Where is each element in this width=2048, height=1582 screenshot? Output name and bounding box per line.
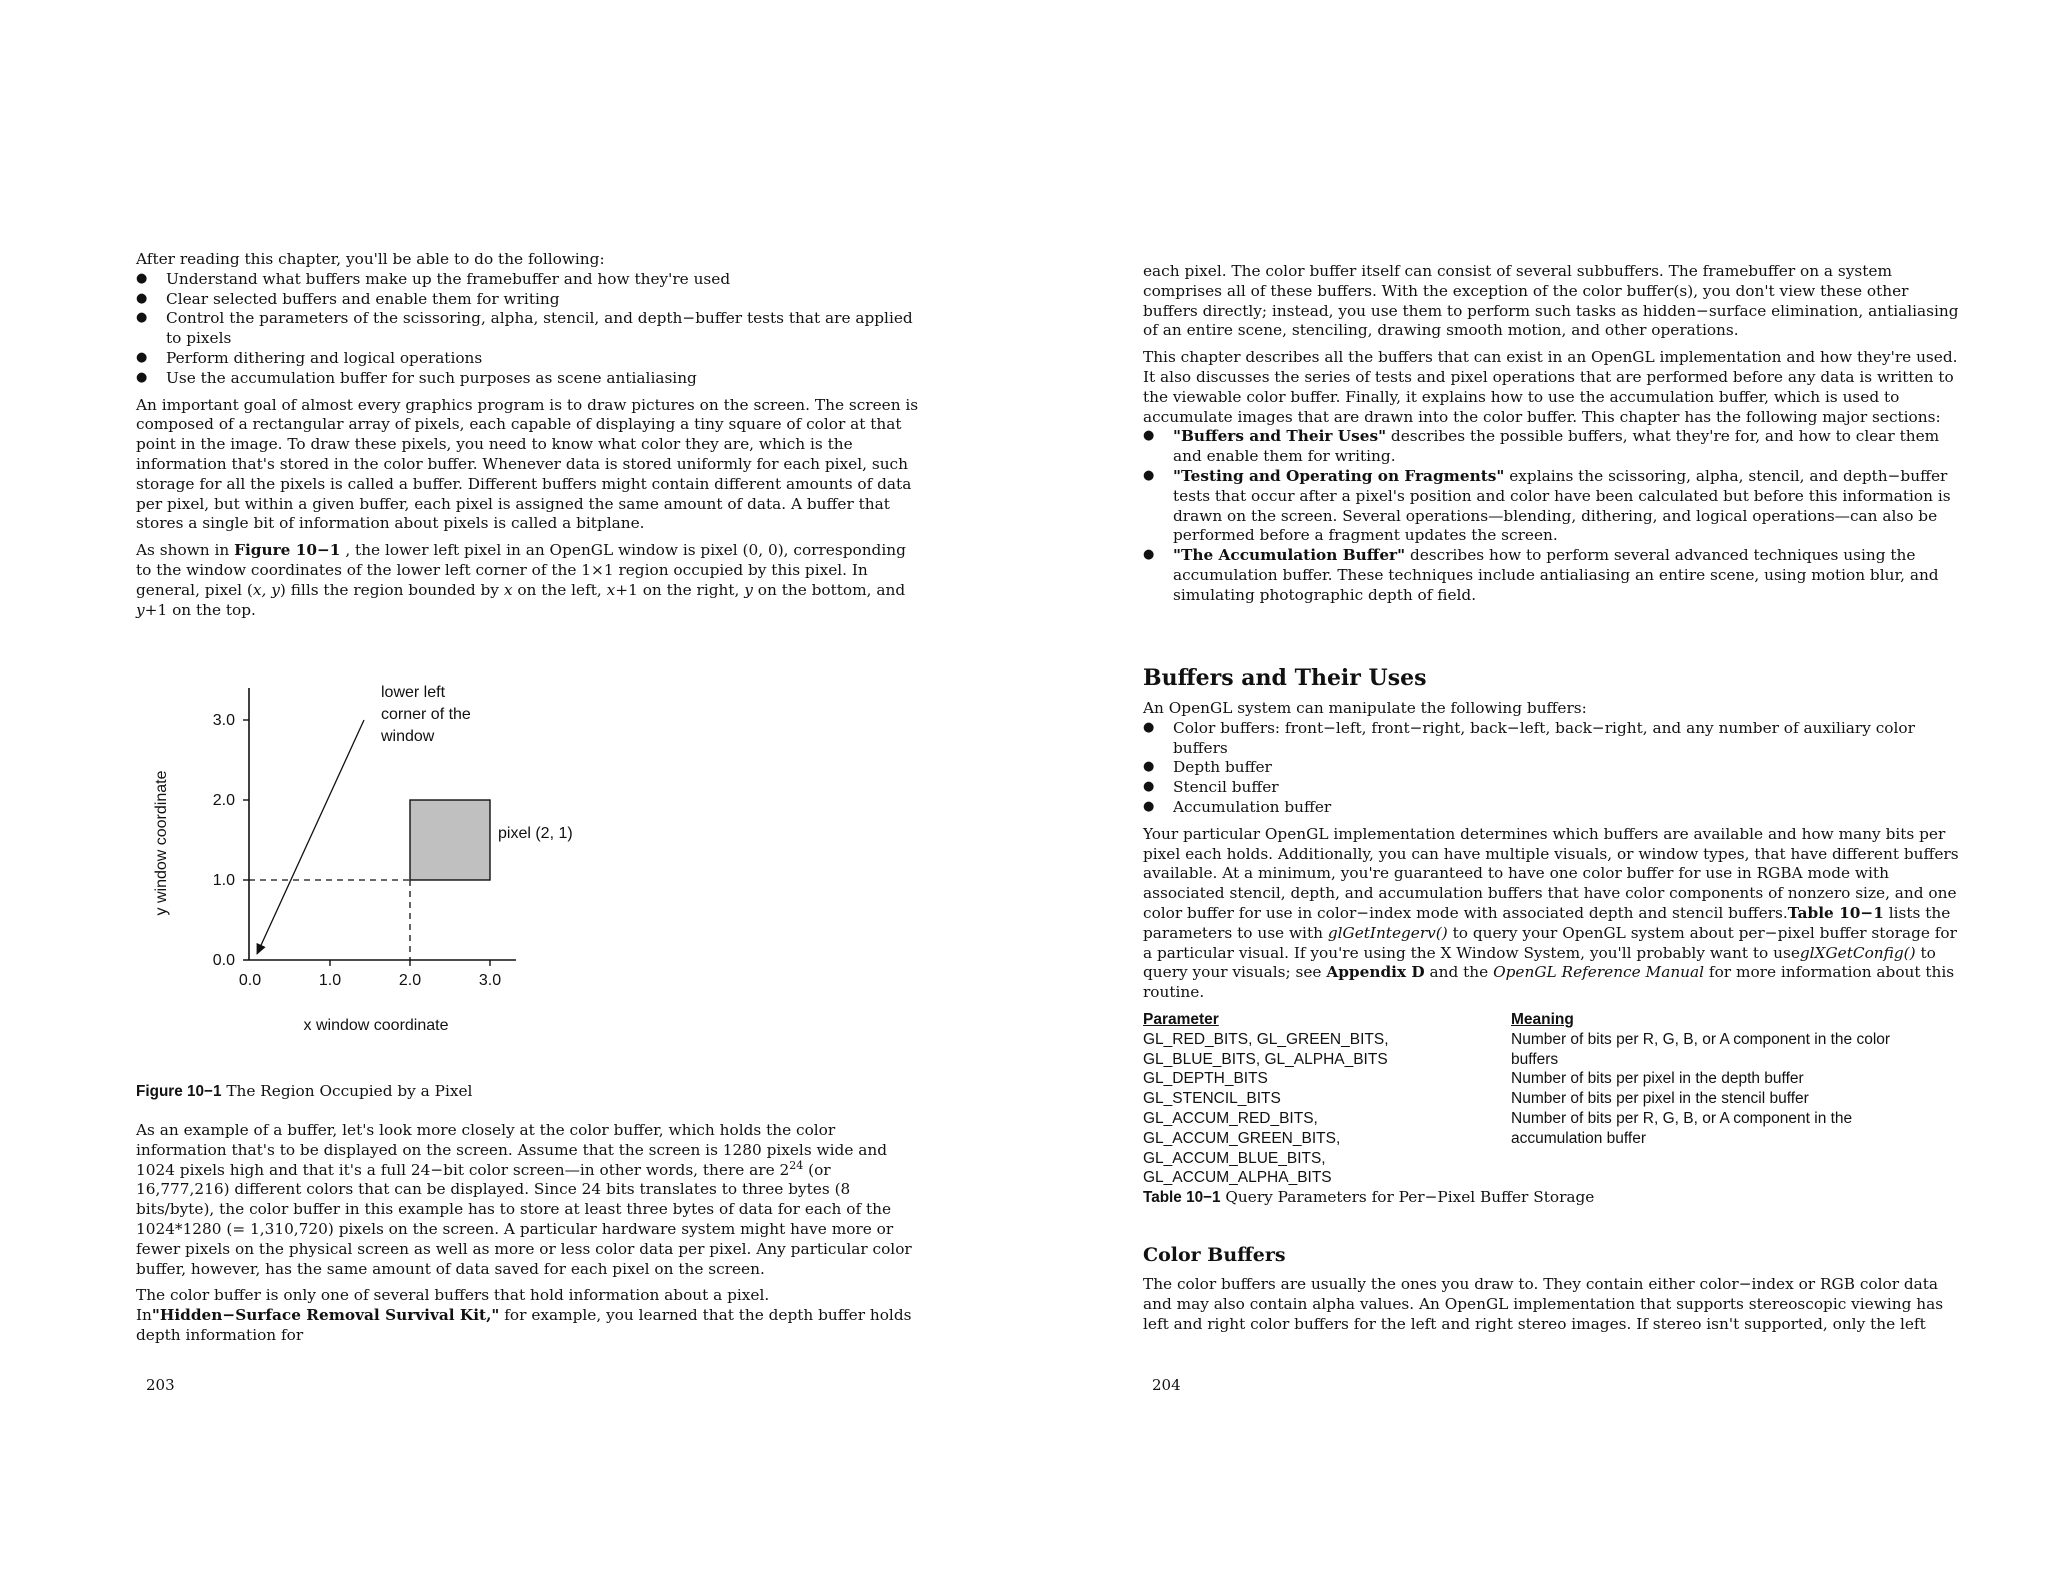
objective-item: ● Understand what buffers make up the framebuffer and how they're used — [136, 270, 926, 290]
objective-item: ● Use the accumulation buffer for such purposes as scene antialiasing — [136, 369, 926, 389]
buffer-item: ● Depth buffer — [1143, 758, 1963, 778]
table-cell: GL_STENCIL_BITS — [1143, 1090, 1281, 1108]
section-title: "Buffers and Their Uses" — [1173, 427, 1387, 446]
left-text-top — [136, 250, 926, 627]
left-text-bottom — [136, 1121, 926, 1353]
table-row — [1143, 1089, 1931, 1109]
section-item — [1143, 467, 1963, 546]
text-span: y — [744, 580, 753, 599]
section-reference: "Hidden−Surface Removal Survival Kit," — [151, 1306, 500, 1325]
intro-text: After reading this chapter, you'll be able to do the following: — [136, 250, 605, 268]
annotation-text: window — [381, 728, 435, 745]
text-span: x — [606, 580, 616, 599]
objectives-list — [136, 270, 926, 389]
function-name: glXGetConfig() — [1799, 943, 1916, 962]
text-span: x, y — [252, 580, 280, 599]
right-text-top — [1143, 262, 1963, 613]
x-tick-label: 0.0 — [238, 972, 262, 989]
text-span: +1 on the right, — [615, 580, 745, 599]
paragraph-framebuffer: each pixel. The color buffer itself can consist of several subbuffers. The framebuffer on a system comprises all of these buffers. With the exception of the color buffer(s), you don't view these other buffers directly; instead, you use them to perform such tasks as hidden−surface elimination, antialiasing of an entire scene, stenciling, drawing smooth motion, and other operations. — [1143, 262, 1959, 340]
text-span: x — [503, 580, 513, 599]
paragraph-pixel-coords — [136, 541, 926, 620]
text-span: Your particular OpenGL implementation determines which buffers are available and how many bits per pixel each holds. Additionally, you can have multiple visuals, or window types, that have different buffers available. At a minimum, you're guaranteed to have one color buffer for use in RGBA mode with associated stencil, depth, and accumulation buffers that have color components of nonzero size, and one color buffer for use in color−index mode with associated depth and stencil buffers. — [1143, 824, 1959, 922]
table-caption — [1143, 1188, 1963, 1208]
text-span: and the — [1424, 963, 1494, 982]
paragraph-color-buffers: The color buffers are usually the ones you draw to. They contain either color−index or RGB color data and may also contain alpha values. An OpenGL implementation that supports stereoscopic viewing has left and right color buffers for the left and right stereo images. If stereo isn't supported, only the left — [1143, 1275, 1944, 1333]
table-row — [1143, 1129, 1931, 1149]
section-text: explains the scissoring, alpha, stencil, and depth−buffer tests that occur after a pixel's position and color have been calculated but before this information is drawn on the screen. Several operations—blending, dithering, and logical operations—can also be performed before a fragment updates the screen. — [1173, 466, 1951, 545]
paragraph-color-buffer-example — [136, 1121, 926, 1279]
table-cell: buffers — [1511, 1050, 1559, 1068]
page-number: 204 — [1152, 1376, 1181, 1394]
table-header-meaning: Meaning — [1511, 1010, 1574, 1028]
table-caption-text: Query Parameters for Per−Pixel Buffer Storage — [1220, 1188, 1595, 1207]
table-header-row — [1143, 1010, 1931, 1030]
manual-reference: OpenGL Reference Manual — [1493, 963, 1705, 982]
text-span: y — [136, 600, 145, 619]
annotation-text: lower left — [381, 684, 446, 701]
text-span: As shown in — [136, 541, 235, 560]
table-row — [1143, 1109, 1931, 1129]
pixel-label: pixel (2, 1) — [498, 825, 573, 842]
superscript: 24 — [789, 1158, 804, 1172]
buffer-item: ● Color buffers: front−left, front−right, back−left, back−right, and any number of auxiliary color buffers — [1143, 719, 1963, 759]
y-tick-label: 1.0 — [212, 872, 235, 889]
text-span: The color buffer is only one of several buffers that hold information about a pixel. In — [136, 1286, 770, 1325]
table-cell: Number of bits per pixel in the depth buffer — [1511, 1070, 1804, 1088]
objective-item: ● Clear selected buffers and enable them for writing — [136, 290, 926, 310]
right-text-bottom — [1143, 1243, 1963, 1341]
buffer-item: ● Accumulation buffer — [1143, 798, 1963, 818]
table-caption-label: Table 10−1 — [1143, 1189, 1221, 1207]
x-tick-label: 2.0 — [398, 972, 422, 989]
table-cell: GL_BLUE_BITS, GL_ALPHA_BITS — [1143, 1050, 1388, 1068]
text-span: +1 on the top. — [144, 600, 256, 619]
x-tick-label: 1.0 — [318, 972, 342, 989]
text-span: on the bottom, and — [752, 580, 906, 599]
page-number: 203 — [146, 1376, 175, 1394]
figure-caption-text: The Region Occupied by a Pixel — [221, 1082, 473, 1100]
sections-list — [1143, 427, 1963, 605]
figure-diagram — [136, 668, 616, 1048]
table-cell: GL_RED_BITS, GL_GREEN_BITS, — [1143, 1030, 1389, 1048]
text-span: for example, you learned that the depth buffer holds depth information for — [136, 1306, 912, 1344]
section-item — [1143, 427, 1963, 467]
heading-buffers-and-their-uses: Buffers and Their Uses — [1143, 665, 1427, 691]
y-tick-label: 3.0 — [212, 712, 235, 729]
table-header-parameter: Parameter — [1143, 1010, 1219, 1028]
paragraph-buffers-list-intro: An OpenGL system can manipulate the following buffers: — [1143, 699, 1587, 717]
table-cell: GL_ACCUM_BLUE_BITS, — [1143, 1149, 1326, 1167]
table-row — [1143, 1030, 1931, 1050]
section-title: "Testing and Operating on Fragments" — [1173, 466, 1505, 485]
section-text: describes how to perform several advanced techniques using the accumulation buffer. These techniques include antialiasing an entire scene, using motion blur, and simulating photographic depth of field. — [1173, 546, 1939, 604]
y-tick-label: 0.0 — [212, 952, 235, 969]
pointer-arrow — [257, 720, 364, 954]
x-tick-label: 3.0 — [478, 972, 502, 989]
section-item — [1143, 546, 1963, 605]
table-row — [1143, 1149, 1931, 1169]
section-text: describes the possible buffers, what they're for, and how to clear them and enable them for writing. — [1173, 427, 1940, 466]
parameters-table — [1143, 1010, 1931, 1188]
buffer-item: ● Stencil buffer — [1143, 778, 1963, 798]
objective-item: ● Perform dithering and logical operations — [136, 349, 926, 369]
table-reference: Table 10−1 — [1787, 903, 1884, 922]
paragraph-buffers-intro: An important goal of almost every graphics program is to draw pictures on the screen. The screen is composed of a rectangular array of pixels, each capable of displaying a tiny square of color at that point in the image. To draw these pixels, you need to know what color they are, which is the information that's stored in the color buffer. Whenever data is stored uniformly for each pixel, such storage for all the pixels is called a buffer. Different buffers might contain different amounts of data per pixel, but within a given buffer, each pixel is assigned the same amount of data. A buffer that stores a single bit of information about pixels is called a bitplane. — [136, 395, 919, 533]
text-span: (or 16,777,216) different colors that can be displayed. Since 24 bits translates to three bytes (8 bits/byte), the color buffer in this example has to store at least three bytes of data for each of the 1024*1280 (= 1,310,720) pixels on the screen. A particular hardware system might have more or fewer pixels on the physical screen as well as more or less color data per pixel. Any particular color buffer, however, has the same amount of data saved for each pixel on the screen. — [136, 1160, 912, 1278]
text-span: As an example of a buffer, let's look more closely at the color buffer, which holds the color information that's to be displayed on the screen. Assume that the screen is 1280 pixels wide and 1024 pixels high and that it's a full 24−bit color screen—in other words, there are 2 — [136, 1121, 887, 1179]
table-cell: Number of bits per R, G, B, or A component in the — [1511, 1109, 1853, 1127]
table-row — [1143, 1069, 1931, 1089]
table-cell — [1511, 1168, 1931, 1188]
text-span: to query your OpenGL system about per−pixel buffer storage for a particular visual. If you're using the X Window System, you'll probably want to use — [1143, 923, 1957, 962]
table-cell — [1511, 1149, 1931, 1169]
annotation-text: corner of the — [381, 706, 471, 723]
text-span: lists the parameters to use with — [1143, 903, 1951, 942]
table-cell: GL_ACCUM_RED_BITS, — [1143, 1109, 1318, 1127]
buffers-list — [1143, 719, 1963, 818]
table-cell: Number of bits per pixel in the stencil buffer — [1511, 1090, 1809, 1108]
right-page — [1024, 0, 2048, 1582]
table-cell: GL_DEPTH_BITS — [1143, 1070, 1268, 1088]
table-cell: accumulation buffer — [1511, 1129, 1646, 1147]
table-cell: Number of bits per R, G, B, or A component in the color — [1511, 1030, 1891, 1048]
text-span: ) fills the region bounded by — [279, 580, 504, 599]
table-row — [1143, 1050, 1931, 1070]
y-tick-label: 2.0 — [212, 792, 235, 809]
figure-reference: Figure 10−1 — [234, 541, 341, 560]
function-name: glGetIntegerv() — [1327, 923, 1448, 942]
text-span: to query your visuals; see — [1143, 943, 1936, 982]
section-title: "The Accumulation Buffer" — [1173, 546, 1406, 565]
figure-pixel-region — [136, 668, 616, 1048]
paragraph-other-buffers — [136, 1286, 926, 1345]
table-cell: GL_ACCUM_ALPHA_BITS — [1143, 1169, 1332, 1187]
heading-color-buffers: Color Buffers — [1143, 1244, 1286, 1266]
objective-item: ● Control the parameters of the scissoring, alpha, stencil, and depth−buffer tests that are applied to pixels — [136, 309, 926, 349]
right-text-middle — [1143, 665, 1963, 1208]
table-cell: GL_ACCUM_GREEN_BITS, — [1143, 1129, 1341, 1147]
figure-caption-label: Figure 10−1 — [136, 1083, 222, 1100]
text-span: on the left, — [512, 580, 607, 599]
paragraph-chapter-overview: This chapter describes all the buffers that can exist in an OpenGL implementation and how they're used. It also discusses the series of tests and pixel operations that are performed before any data is written to the viewable color buffer. Finally, it explains how to use the accumulation buffer, which is used to accumulate images that are drawn into the color buffer. This chapter has the following major sections: — [1143, 348, 1958, 426]
figure-caption — [136, 1082, 926, 1102]
appendix-reference: Appendix D — [1326, 963, 1425, 982]
text-span: for more information about this routine. — [1143, 963, 1955, 1002]
text-span: , the lower left pixel in an OpenGL window is pixel (0, 0), corresponding to the window coordinates of the lower left corner of the 1×1 region occupied by this pixel. In general, pixel ( — [136, 541, 906, 599]
paragraph-implementation — [1143, 825, 1963, 1003]
y-axis-label: y window coordinate — [153, 770, 170, 916]
pixel-square — [410, 800, 490, 880]
x-axis-label: x window coordinate — [303, 1017, 449, 1034]
table-row — [1143, 1168, 1931, 1188]
